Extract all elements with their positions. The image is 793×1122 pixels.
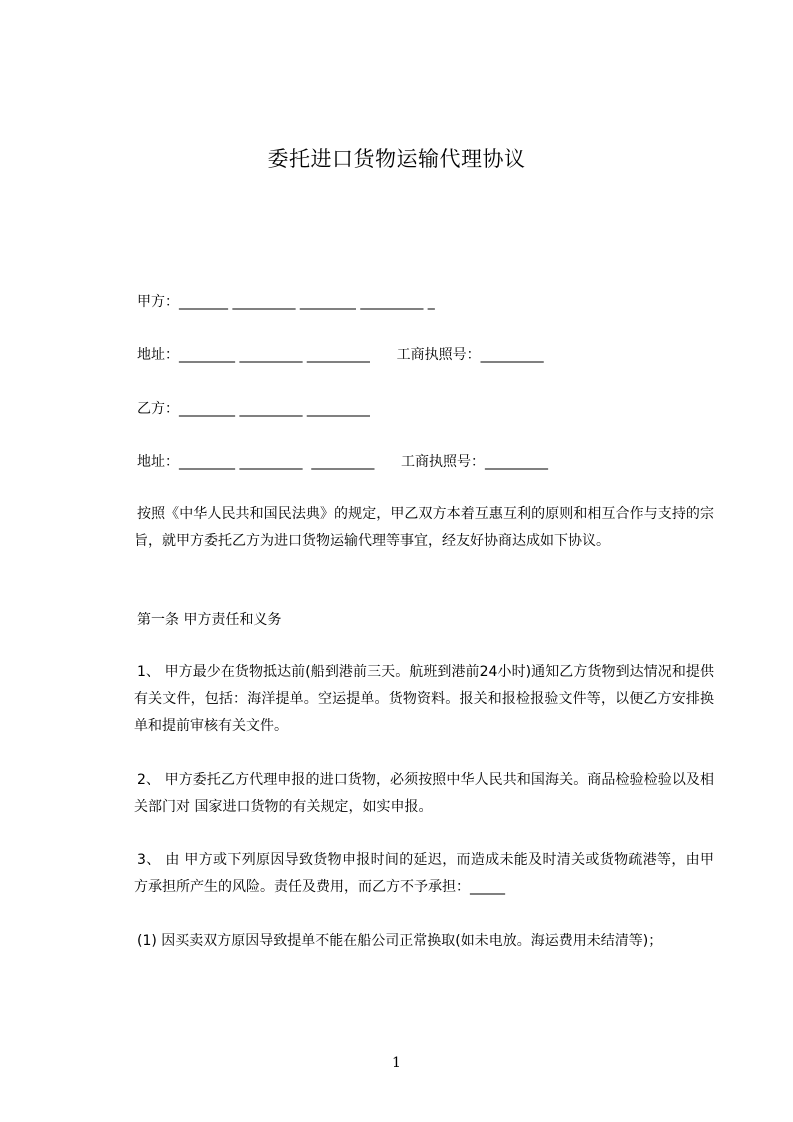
clause-1: 1、 甲方最少在货物抵达前(船到港前三天。航班到港前24小时)通知乙方货物到达情况和提供有关文件，包括：海洋提单。空运提单。货物资料。报关和报检报验文件等，以便乙方安排换单和提前审核有关文件。 — [134, 664, 714, 734]
article-1-heading: 第一条 甲方责任和义务 — [137, 612, 282, 628]
party-b-line: 乙方：________ _________ _________ — [137, 401, 370, 417]
document-title: 委托进口货物运输代理协议 — [267, 147, 526, 171]
clause-3: 3、 由 甲方或下列原因导致货物申报时间的延迟，而造成未能及时清关或货物疏港等，由甲方承担所产生的风险。责任及费用，而乙方不予承担：_____ — [134, 852, 714, 895]
page-number: 1 — [392, 1055, 401, 1071]
clause-3-item-1: (1) 因买卖双方原因导致提单不能在船公司正常换取(如未电放。海运费用未结清等)； — [137, 933, 663, 949]
party-a-address-line: 地址：________ _________ _________ 工商执照号：_________ — [137, 347, 544, 363]
intro-paragraph: 按照《中华人民共和国民法典》的规定，甲乙双方本着互惠互利的原则和相互合作与支持的宗旨，就甲方委托乙方为进口货物运输代理等事宜，经友好协商达成如下协议。 — [134, 506, 714, 549]
party-a-line: 甲方：_______ _________ ________ _________ _ — [137, 294, 435, 310]
party-b-address-line: 地址：________ _________ _________ 工商执照号：_________ — [137, 454, 549, 470]
clause-2: 2、 甲方委托乙方代理申报的进口货物，必须按照中华人民共和国海关。商品检验检验以及相关部门对 国家进口货物的有关规定，如实申报。 — [134, 772, 714, 815]
